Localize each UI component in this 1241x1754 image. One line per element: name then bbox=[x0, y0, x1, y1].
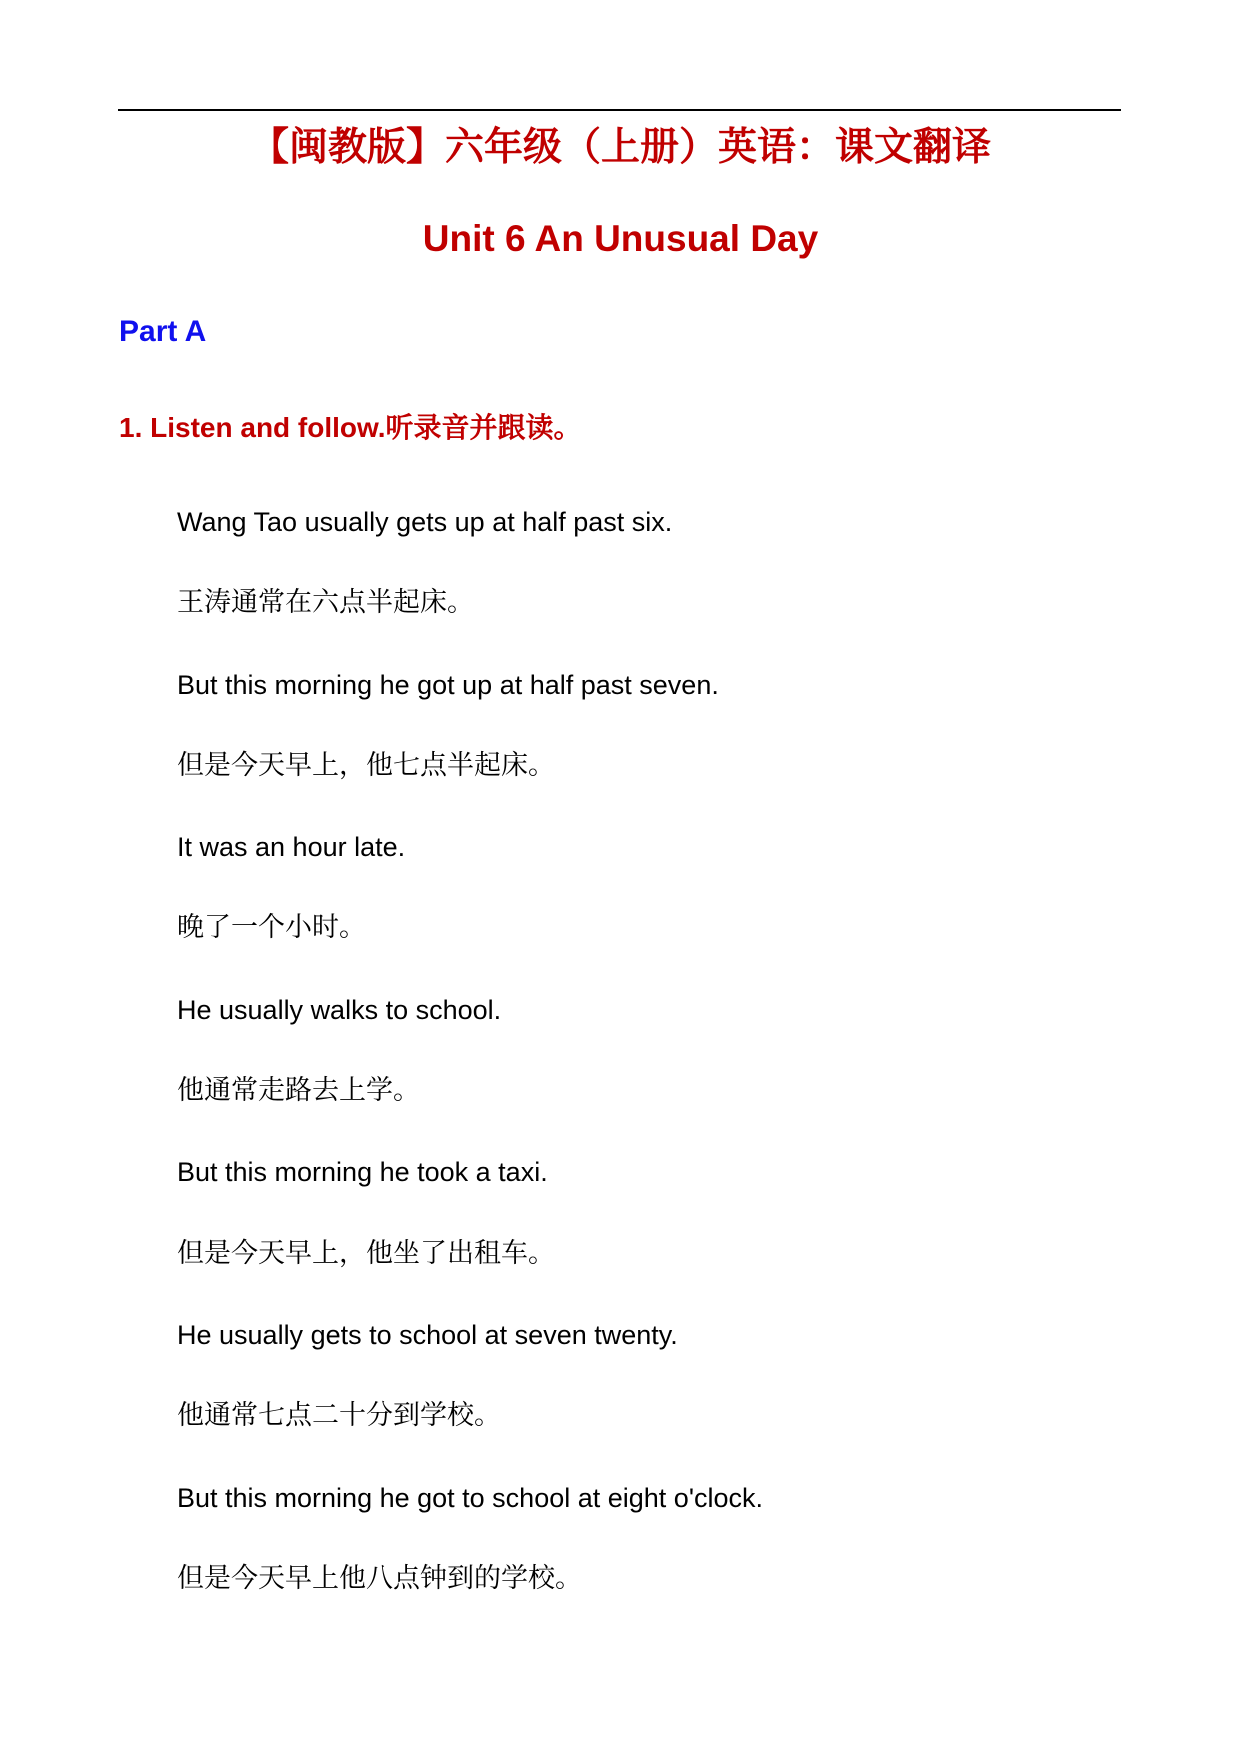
english-line: But this morning he got to school at eight o'clock. bbox=[177, 1482, 763, 1513]
document-title: 【闽教版】六年级（上册）英语：课文翻译 bbox=[249, 126, 991, 169]
translation-lines bbox=[177, 500, 1117, 1638]
chinese-line: 晚了一个小时。 bbox=[177, 912, 366, 944]
english-line: But this morning he got up at half past seven. bbox=[177, 669, 719, 700]
part-heading: Part A bbox=[119, 315, 207, 348]
chinese-line: 但是今天早上，他七点半起床。 bbox=[177, 749, 555, 781]
english-line: But this morning he took a taxi. bbox=[177, 1157, 548, 1188]
english-line: He usually gets to school at seven twenty. bbox=[177, 1319, 678, 1350]
unit-title: Unit 6 An Unusual Day bbox=[422, 218, 819, 259]
section-heading: 1. Listen and follow.听录音并跟读。 bbox=[119, 412, 582, 443]
chinese-line: 他通常走路去上学。 bbox=[177, 1075, 420, 1107]
chinese-line: 但是今天早上，他坐了出租车。 bbox=[177, 1237, 555, 1269]
chinese-line: 王涛通常在六点半起床。 bbox=[177, 587, 474, 619]
english-line: Wang Tao usually gets up at half past six. bbox=[177, 507, 673, 537]
header-rule bbox=[118, 109, 1121, 111]
english-line: It was an hour late. bbox=[177, 832, 406, 863]
chinese-line: 他通常七点二十分到学校。 bbox=[177, 1400, 501, 1432]
chinese-line: 但是今天早上他八点钟到的学校。 bbox=[177, 1562, 582, 1594]
english-line: He usually walks to school. bbox=[177, 994, 502, 1025]
